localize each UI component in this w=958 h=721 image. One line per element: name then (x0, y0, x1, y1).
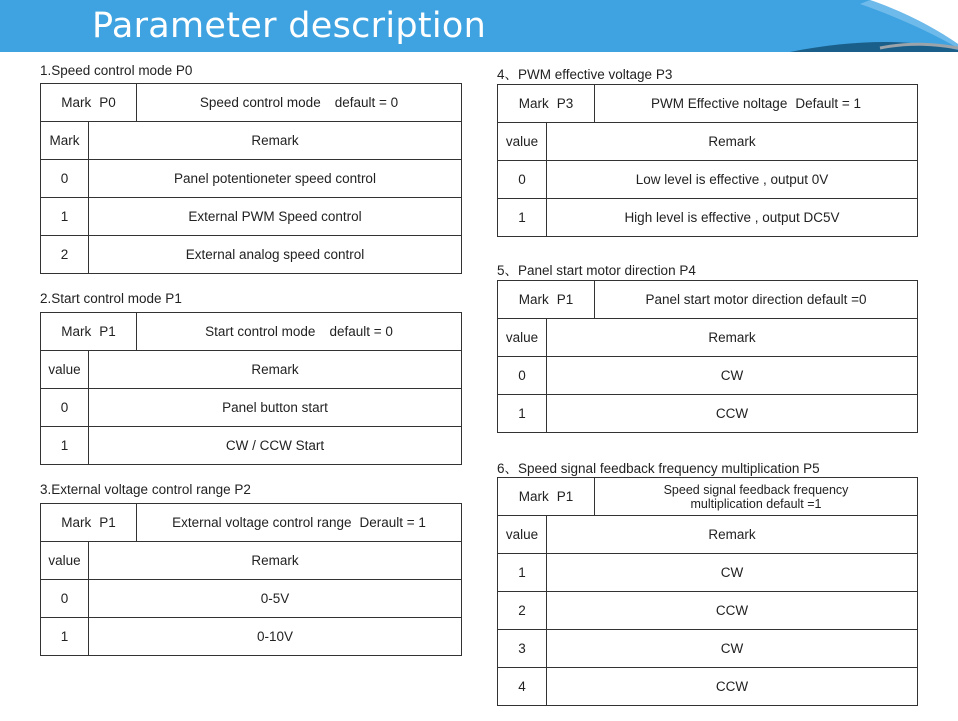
table-p0 (40, 83, 462, 274)
table-p3 (497, 84, 918, 237)
table-p4 (497, 280, 918, 433)
col-value-header: value (41, 542, 89, 580)
row-remark: CW (547, 630, 918, 668)
description-cell: Speed signal feedback frequency multiplication default =1 (595, 478, 918, 516)
description-cell: PWM Effective noltage Default = 1 (595, 85, 918, 123)
row-value: 3 (498, 630, 547, 668)
table-row (498, 199, 918, 237)
row-value: 1 (41, 198, 89, 236)
table-row (498, 395, 918, 433)
table-header-row (41, 504, 462, 542)
row-value: 1 (498, 395, 547, 433)
description-cell: Start control mode default = 0 (137, 313, 462, 351)
row-value: 1 (41, 427, 89, 465)
column-header-row (41, 542, 462, 580)
col-remark-header: Remark (547, 123, 918, 161)
section-title-p1: 2.Start control mode P1 (40, 291, 182, 306)
row-remark: CCW (547, 668, 918, 706)
table-header-row (498, 85, 918, 123)
row-value: 0 (41, 160, 89, 198)
description-cell: Panel start motor direction default =0 (595, 281, 918, 319)
mark-code-cell: Mark P1 (41, 504, 137, 542)
row-remark: External analog speed control (89, 236, 462, 274)
row-remark: CCW (547, 395, 918, 433)
row-value: 1 (41, 618, 89, 656)
table-row (41, 580, 462, 618)
row-value: 0 (498, 357, 547, 395)
column-header-row (498, 516, 918, 554)
row-remark: Panel button start (89, 389, 462, 427)
mark-code-cell: Mark P0 (41, 84, 137, 122)
section-title-p3: 4、PWM effective voltage P3 (497, 67, 673, 82)
row-value: 4 (498, 668, 547, 706)
row-value: 2 (498, 592, 547, 630)
col-value-header: value (498, 516, 547, 554)
table-row (41, 198, 462, 236)
row-remark: CW / CCW Start (89, 427, 462, 465)
col-value-header: Mark (41, 122, 89, 160)
table-p2 (40, 503, 462, 656)
row-value: 1 (498, 554, 547, 592)
col-value-header: value (498, 319, 547, 357)
table-header-row (498, 478, 918, 516)
col-remark-header: Remark (89, 122, 462, 160)
row-remark: External PWM Speed control (89, 198, 462, 236)
row-remark: CCW (547, 592, 918, 630)
table-row (498, 357, 918, 395)
row-remark: Low level is effective , output 0V (547, 161, 918, 199)
table-header-row (498, 281, 918, 319)
col-remark-header: Remark (547, 516, 918, 554)
column-header-row (41, 122, 462, 160)
table-header-row (41, 313, 462, 351)
section-title-p4: 5、Panel start motor direction P4 (497, 263, 696, 278)
table-row (41, 160, 462, 198)
table-row (498, 630, 918, 668)
row-remark: Panel potentioneter speed control (89, 160, 462, 198)
col-remark-header: Remark (547, 319, 918, 357)
row-value: 0 (41, 389, 89, 427)
header-banner (0, 0, 958, 52)
mark-code-cell: Mark P1 (41, 313, 137, 351)
row-remark: CW (547, 554, 918, 592)
table-row (498, 554, 918, 592)
table-row (41, 236, 462, 274)
mark-code-cell: Mark P3 (498, 85, 595, 123)
table-p5 (497, 477, 918, 706)
description-cell: Speed control mode default = 0 (137, 84, 462, 122)
table-p1 (40, 312, 462, 465)
column-header-row (41, 351, 462, 389)
row-remark: 0-5V (89, 580, 462, 618)
row-value: 0 (498, 161, 547, 199)
row-remark: 0-10V (89, 618, 462, 656)
page-title: Parameter description (92, 6, 487, 46)
table-row (498, 592, 918, 630)
row-value: 2 (41, 236, 89, 274)
col-remark-header: Remark (89, 351, 462, 389)
column-header-row (498, 319, 918, 357)
row-remark: CW (547, 357, 918, 395)
table-row (498, 668, 918, 706)
column-header-row (498, 123, 918, 161)
section-title-p2: 3.External voltage control range P2 (40, 482, 251, 497)
col-value-header: value (498, 123, 547, 161)
table-row (41, 389, 462, 427)
row-remark: High level is effective , output DC5V (547, 199, 918, 237)
section-title-p0: 1.Speed control mode P0 (40, 63, 193, 78)
description-cell: External voltage control range Derault = 1 (137, 504, 462, 542)
mark-code-cell: Mark P1 (498, 281, 595, 319)
col-value-header: value (41, 351, 89, 389)
row-value: 1 (498, 199, 547, 237)
table-row (41, 427, 462, 465)
table-row (498, 161, 918, 199)
table-header-row (41, 84, 462, 122)
col-remark-header: Remark (89, 542, 462, 580)
table-row (41, 618, 462, 656)
row-value: 0 (41, 580, 89, 618)
section-title-p5: 6、Speed signal feedback frequency multiplication P5 (497, 461, 820, 476)
mark-code-cell: Mark P1 (498, 478, 595, 516)
